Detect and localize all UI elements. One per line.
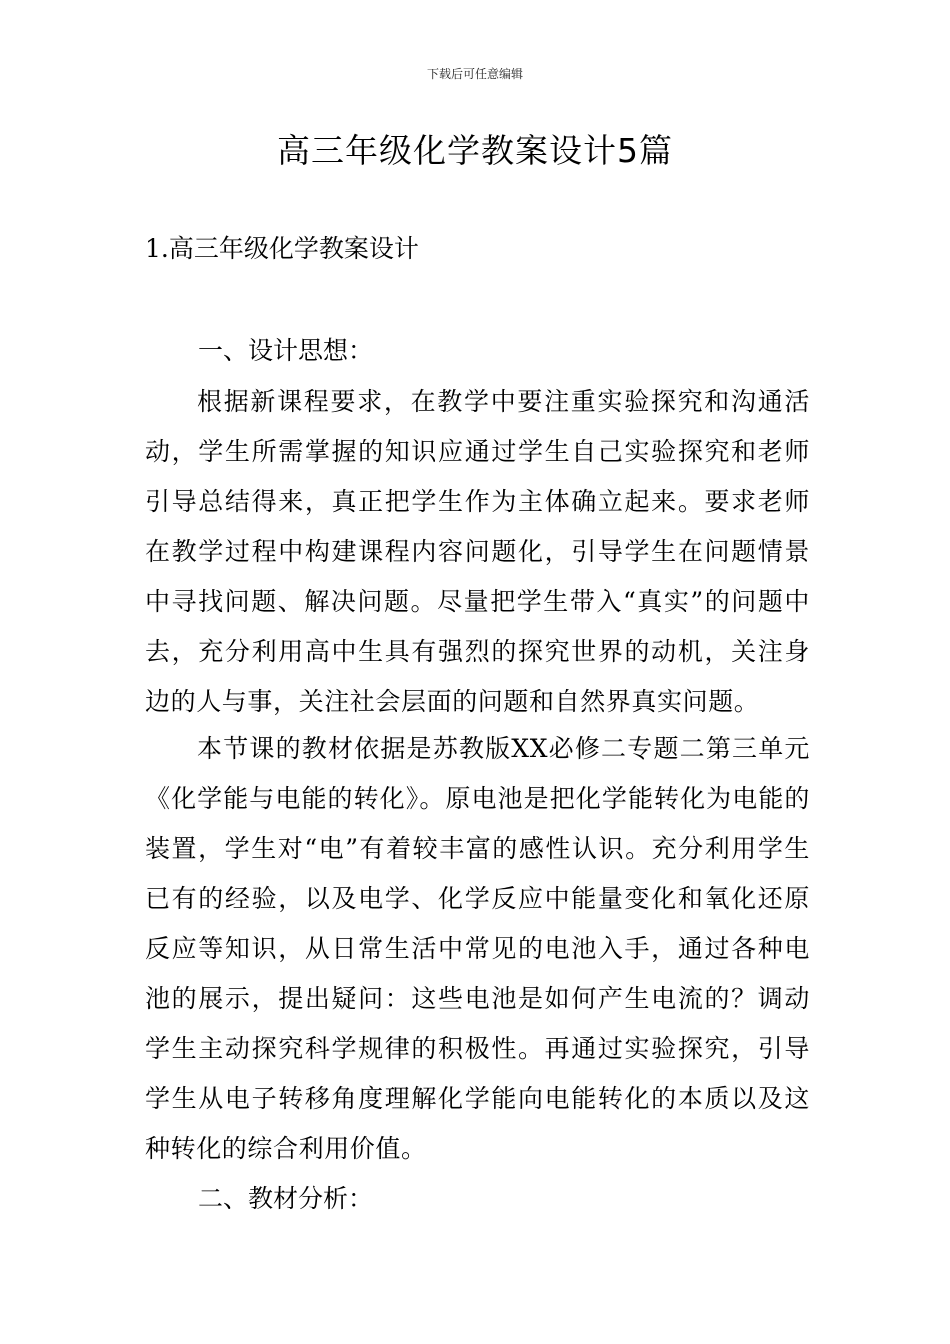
paragraph-design-idea: 根据新课程要求，在教学中要注重实验探究和沟通活动，学生所需掌握的知识应通过学生自己实验探究和老师引导总结得来，真正把学生作为主体确立起来。要求老师在教学过程中构建课程内容问题化，引导学生在问题情景中寻找问题、解决问题。尽量把学生带入“真实”的问题中去，充分利用高中生具有强烈的探究世界的动机，关注身边的人与事，关注社会层面的问题和自然界真实问题。: [145, 387, 810, 716]
paragraph-textbook-basis: 本节课的教材依据是苏教版XX必修二专题二第三单元《化学能与电能的转化》。原电池是把化学能转化为电能的装置，学生对“电”有着较丰富的感性认识。充分利用学生已有的经验，以及电学、化学反应中能量变化和氧化还原反应等知识，从日常生活中常见的电池入手，通过各种电池的展示，提出疑问：这些电池是如何产生电流的？调动学生主动探究科学规律的积极性。再通过实验探究，引导学生从电子转移角度理解化学能向电能转化的本质以及这种转化的综合利用价值。: [145, 734, 810, 1163]
document-subtitle: 1.高三年级化学教案设计: [145, 234, 419, 263]
document-title: 高三年级化学教案设计5篇: [277, 131, 673, 170]
section-heading-design-idea: 一、设计思想：: [198, 336, 374, 365]
section-heading-textbook-analysis: 二、教材分析：: [198, 1184, 374, 1213]
header-note: 下载后可任意编辑: [426, 67, 523, 81]
